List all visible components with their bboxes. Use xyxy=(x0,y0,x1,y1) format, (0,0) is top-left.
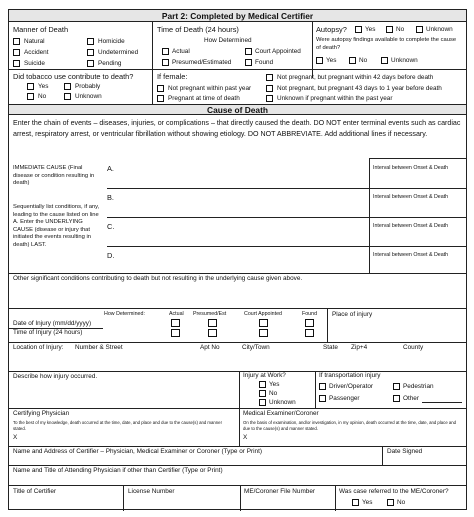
homicide-label: Homicide xyxy=(98,38,125,45)
referred-no-label: No xyxy=(397,499,406,506)
transport-injury-label: If transportation injury xyxy=(319,372,381,379)
cause-instructions: Enter the chain of events – diseases, injuries, or complications – that directly caused the death. DO NOT enter terminal events such as cardiac arrest, respiratory arrest, or ventricular fibrillation without showing etiology. DO NOT ABBREVIATE. Add additional lines if necessary. xyxy=(13,119,461,138)
tobacco-unknown-checkbox[interactable] xyxy=(64,93,71,100)
tobacco-probably-checkbox[interactable] xyxy=(64,83,71,90)
cause-band xyxy=(9,104,466,115)
time-of-death-label: Time of Death (24 hours) xyxy=(157,25,239,34)
pregnant-at-death-label: Pregnant at time of death xyxy=(168,95,240,102)
examiner-signature-x[interactable]: X xyxy=(243,434,248,441)
autopsy-yes-label: Yes xyxy=(365,26,376,33)
other-transport-label: Other xyxy=(403,395,419,402)
injury-time-found-checkbox[interactable] xyxy=(305,329,314,337)
manner-label: Manner of Death xyxy=(13,25,69,34)
work-unknown-label: Unknown xyxy=(269,399,296,406)
zip-label: Zip+4 xyxy=(351,344,368,351)
interval-a-label: Interval between Onset & Death xyxy=(373,165,449,171)
other-transport-checkbox[interactable] xyxy=(393,395,400,402)
pending-checkbox[interactable] xyxy=(87,60,94,67)
female-label: If female: xyxy=(157,72,188,81)
describe-injury-label: Describe how injury occurred. xyxy=(13,373,98,380)
findings-yes-checkbox[interactable] xyxy=(316,57,323,64)
certifier-name-address-label: Name and Address of Certifier – Physician, Medical Examiner or Coroner (Type or Print) xyxy=(13,448,262,455)
presumed-checkbox[interactable] xyxy=(162,59,169,66)
homicide-checkbox[interactable] xyxy=(87,38,94,45)
title-of-certifier-label: Title of Certifier xyxy=(13,488,57,495)
tobacco-probably-label: Probably xyxy=(75,83,101,90)
suicide-checkbox[interactable] xyxy=(13,60,20,67)
injury-court-label: Court Appointed xyxy=(244,311,282,317)
not-pregnant-year-checkbox[interactable] xyxy=(157,85,164,92)
undetermined-label: Undetermined xyxy=(98,49,139,56)
other-conditions-label: Other significant conditions contributing to death but not resulting in the underlying cause given above. xyxy=(13,275,303,282)
court-appointed-label: Court Appointed xyxy=(255,48,301,55)
court-appointed-checkbox[interactable] xyxy=(245,48,252,55)
tobacco-unknown-label: Unknown xyxy=(75,93,102,100)
work-yes-label: Yes xyxy=(269,381,280,388)
work-no-label: No xyxy=(269,390,278,397)
driver-label: Driver/Operator xyxy=(329,383,374,390)
autopsy-findings-question: Were autopsy findings available to complete the cause of death? xyxy=(316,37,457,51)
injury-time-actual-checkbox[interactable] xyxy=(171,329,180,337)
natural-checkbox[interactable] xyxy=(13,38,20,45)
time-of-injury-label: Time of Injury (24 hours) xyxy=(13,329,83,336)
injury-date-actual-checkbox[interactable] xyxy=(171,319,180,327)
accident-checkbox[interactable] xyxy=(13,49,20,56)
sequential-conditions-label: Sequentially list conditions, if any, leading to the cause listed on line A. Enter the UNDERLYING CAUSE (disease or injury that initiated the events resulting in death) LAST. xyxy=(13,204,100,248)
findings-no-label: No xyxy=(359,57,368,64)
me-file-number-label: ME/Coroner File Number xyxy=(244,488,316,495)
referred-no-checkbox[interactable] xyxy=(387,499,394,506)
autopsy-unknown-label: Unknown xyxy=(426,26,453,33)
actual-checkbox[interactable] xyxy=(162,48,169,55)
passenger-label: Passenger xyxy=(329,395,360,402)
interval-b-label: Interval between Onset & Death xyxy=(373,194,449,200)
natural-label: Natural xyxy=(24,38,45,45)
pregnancy-unknown-checkbox[interactable] xyxy=(266,95,273,102)
injury-date-found-checkbox[interactable] xyxy=(305,319,314,327)
work-yes-checkbox[interactable] xyxy=(259,381,266,388)
pregnant-43-days-checkbox[interactable] xyxy=(266,85,273,92)
actual-label: Actual xyxy=(172,48,190,55)
date-signed-label: Date Signed xyxy=(387,448,423,455)
state-label: State xyxy=(323,344,338,351)
autopsy-label: Autopsy? xyxy=(316,25,347,34)
injury-time-presumed-checkbox[interactable] xyxy=(208,329,217,337)
undetermined-checkbox[interactable] xyxy=(87,49,94,56)
cause-title: Cause of Death xyxy=(207,105,268,115)
apt-label: Apt No xyxy=(200,344,220,351)
autopsy-no-checkbox[interactable] xyxy=(386,26,393,33)
referred-label: Was case referred to the ME/Coroner? xyxy=(339,488,449,495)
certifier-signature-x[interactable]: X xyxy=(13,434,18,441)
examiner-statement: On the basis of examination, and/or investigation, in my opinion, death occurred at the time, date, and place and due to the cause(s) and manner stated. xyxy=(243,420,457,431)
interval-c-label: Interval between Onset & Death xyxy=(373,223,449,229)
pregnant-42-days-label: Not pregnant, but pregnant within 42 days before death xyxy=(277,74,434,81)
pedestrian-checkbox[interactable] xyxy=(393,383,400,390)
attending-physician-label: Name and Title of Attending Physician if other than Certifier (Type or Print) xyxy=(13,467,223,474)
pregnancy-unknown-label: Unknown if pregnant within the past year xyxy=(277,95,393,102)
date-of-injury-label: Date of Injury (mm/dd/yyyy) xyxy=(13,320,92,327)
injury-date-presumed-checkbox[interactable] xyxy=(208,319,217,327)
pending-label: Pending xyxy=(98,60,122,67)
work-no-checkbox[interactable] xyxy=(259,390,266,397)
referred-yes-checkbox[interactable] xyxy=(352,499,359,506)
line-d-label: D. xyxy=(107,251,115,260)
driver-checkbox[interactable] xyxy=(319,383,326,390)
county-label: County xyxy=(403,344,424,351)
findings-yes-label: Yes xyxy=(326,57,337,64)
pregnant-42-days-checkbox[interactable] xyxy=(266,74,273,81)
number-street-label: Number & Street xyxy=(75,344,123,351)
autopsy-no-label: No xyxy=(396,26,405,33)
medical-examiner-label: Medical Examiner/Coroner xyxy=(243,410,319,417)
tobacco-label: Did tobacco use contribute to death? xyxy=(13,72,134,81)
tobacco-yes-label: Yes xyxy=(38,83,49,90)
line-a-label: A. xyxy=(107,164,114,173)
findings-no-checkbox[interactable] xyxy=(349,57,356,64)
injury-presumed-label: Presumed/Est xyxy=(193,311,227,317)
interval-d-label: Interval between Onset & Death xyxy=(373,252,449,258)
injury-actual-label: Actual xyxy=(169,311,184,317)
autopsy-unknown-checkbox[interactable] xyxy=(416,26,423,33)
tobacco-yes-checkbox[interactable] xyxy=(27,83,34,90)
referred-yes-label: Yes xyxy=(362,499,373,506)
line-c-label: C. xyxy=(107,222,115,231)
pedestrian-label: Pedestrian xyxy=(403,383,434,390)
injury-date-court-checkbox[interactable] xyxy=(259,319,268,327)
injury-time-court-checkbox[interactable] xyxy=(259,329,268,337)
immediate-cause-label: IMMEDIATE CAUSE (Final disease or condition resulting in death) xyxy=(13,165,95,186)
tobacco-no-label: No xyxy=(38,93,47,100)
death-certificate-part2 xyxy=(8,9,467,510)
presumed-label: Presumed/Estimated xyxy=(172,59,232,66)
autopsy-yes-checkbox[interactable] xyxy=(355,26,362,33)
city-label: City/Town xyxy=(242,344,270,351)
findings-unknown-label: Unknown xyxy=(391,57,418,64)
found-checkbox[interactable] xyxy=(245,59,252,66)
tobacco-no-checkbox[interactable] xyxy=(27,93,34,100)
place-of-injury-label: Place of injury xyxy=(332,311,373,318)
line-b-label: B. xyxy=(107,193,114,202)
not-pregnant-year-label: Not pregnant within past year xyxy=(168,85,252,92)
work-unknown-checkbox[interactable] xyxy=(259,399,266,406)
how-determined-label: How Determined xyxy=(204,37,252,44)
found-label: Found xyxy=(255,59,274,66)
suicide-label: Suicide xyxy=(24,60,45,67)
injury-how-determined-label: How Determined: xyxy=(104,311,145,317)
certifying-physician-label: Certifying Physician xyxy=(13,410,70,417)
license-number-label: License Number xyxy=(128,488,175,495)
injury-found-label: Found xyxy=(302,311,318,317)
passenger-checkbox[interactable] xyxy=(319,395,326,402)
pregnant-43-days-label: Not pregnant, but pregnant 43 days to 1 year before death xyxy=(277,85,442,92)
location-label: Location of Injury: xyxy=(13,344,64,351)
pregnant-at-death-checkbox[interactable] xyxy=(157,95,164,102)
findings-unknown-checkbox[interactable] xyxy=(381,57,388,64)
header-band xyxy=(9,10,466,22)
page-title: Part 2: Completed by Medical Certifier xyxy=(161,11,314,21)
certifier-statement: To the best of my knowledge, death occurred at the time, date, and place and due to the cause(s) and manner stated. xyxy=(13,420,223,431)
accident-label: Accident xyxy=(24,49,49,56)
injury-at-work-label: Injury at Work? xyxy=(243,372,286,379)
